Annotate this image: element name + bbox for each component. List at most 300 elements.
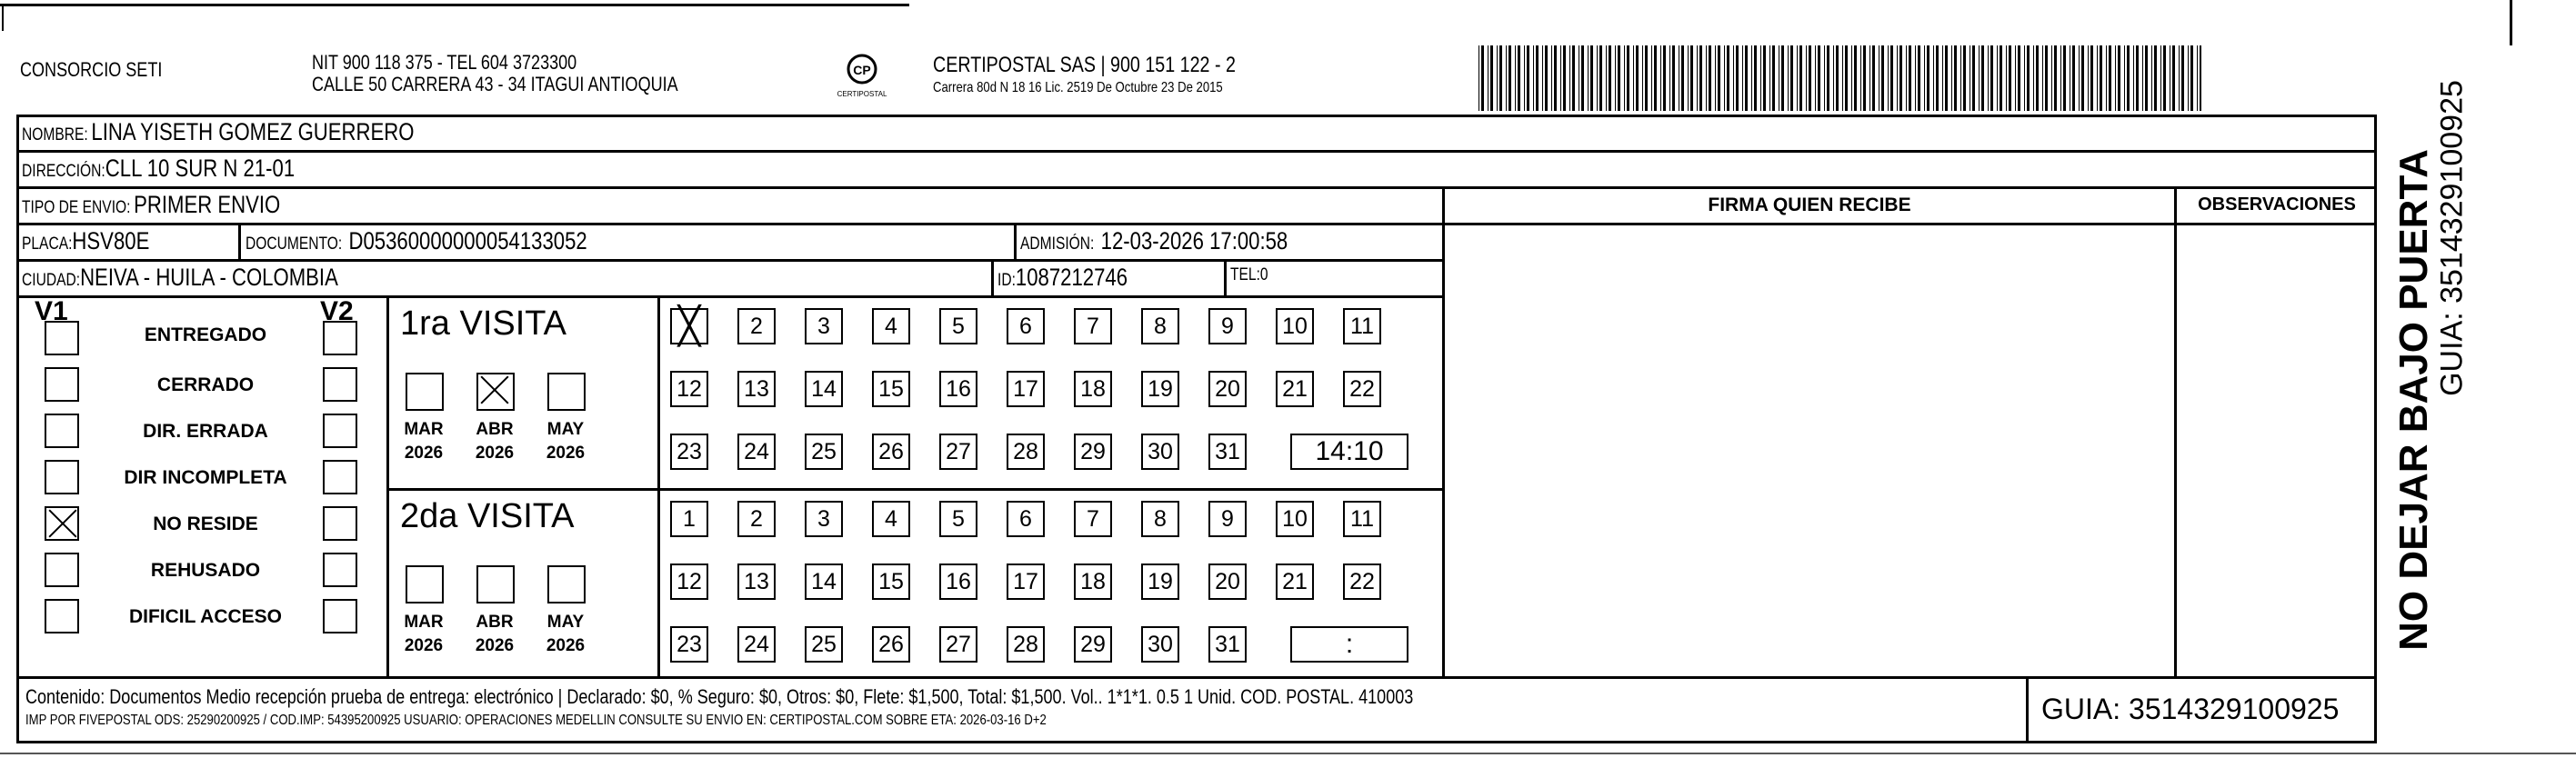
day-box[interactable]: 31	[1208, 626, 1247, 663]
barcode-bar	[1906, 45, 1907, 111]
day-box[interactable]: 30	[1141, 434, 1179, 470]
day-box[interactable]: 9	[1208, 501, 1247, 537]
barcode-bar	[2063, 45, 2066, 111]
barcode-bar	[1727, 45, 1729, 111]
barcode-bar	[2200, 45, 2201, 111]
print-info-line	[25, 713, 1270, 729]
barcode-bar	[1936, 45, 1939, 111]
tipo-field	[22, 191, 337, 219]
day-box[interactable]: 3	[805, 501, 843, 537]
status-option-label: CERRADO	[156, 374, 255, 395]
barcode-bar	[2151, 45, 2152, 111]
day-box[interactable]: 2	[737, 501, 776, 537]
day-box[interactable]: 4	[872, 501, 910, 537]
barcode-bar	[2179, 45, 2180, 111]
barcode-bar	[1997, 45, 1998, 111]
barcode-bar	[2024, 45, 2025, 111]
barcode-bar	[1699, 45, 1702, 111]
barcode-bar	[1842, 45, 1843, 111]
barcode-bar	[1497, 45, 1498, 111]
barcode-bar	[1927, 45, 1929, 111]
day-box[interactable]: 25	[805, 626, 843, 663]
nombre-value: LINA YISETH GOMEZ GUERRERO	[91, 118, 415, 145]
day-box[interactable]: 21	[1276, 371, 1314, 407]
barcode-bar	[2136, 45, 2139, 111]
print-info-text: IMP POR FIVEPOSTAL ODS: 25290200925 / COD.IMP: 54395200925 USUARIO: OPERACIONES MEDELLIN CONSULTE SU ENVIO EN: CERTIPOSTAL.COM SOBRE ETA: 2026-03-16 D+2	[25, 713, 1047, 728]
divider	[1014, 223, 1017, 259]
ciudad-value: NEIVA - HUILA - COLOMBIA	[80, 264, 338, 291]
barcode-bar	[1799, 45, 1802, 111]
scan-edge-left	[2, 4, 4, 31]
barcode-bar	[1724, 45, 1725, 111]
barcode-bar	[1709, 45, 1711, 111]
barcode-bar	[1888, 45, 1889, 111]
divider	[1224, 259, 1227, 295]
status-option-label: DIFICIL ACCESO	[128, 606, 282, 627]
day-box[interactable]: 16	[939, 371, 977, 407]
no-dejar-warning: NO DEJAR BAJO PUERTA	[2391, 149, 2436, 651]
barcode-bar	[1824, 45, 1825, 111]
barcode-bar	[1636, 45, 1639, 111]
barcode-bar	[1536, 45, 1539, 111]
barcode-bar	[2172, 45, 2175, 111]
v2-checkbox[interactable]	[323, 321, 357, 355]
barcode-bar	[1963, 45, 1966, 111]
barcode-bar	[1790, 45, 1793, 111]
barcode-bar	[1772, 45, 1775, 111]
barcode-bar	[1681, 45, 1684, 111]
divider	[2026, 676, 2029, 743]
barcode-bar	[2118, 45, 2120, 111]
id-field	[997, 264, 1156, 292]
day-box[interactable]: 29	[1074, 626, 1112, 663]
v1-checkbox[interactable]	[45, 321, 79, 355]
barcode-bar	[1663, 45, 1666, 111]
v2-checkbox[interactable]	[323, 599, 357, 633]
barcode-bar	[1515, 45, 1516, 111]
day-box[interactable]: 30	[1141, 626, 1179, 663]
day-box[interactable]: 8	[1141, 501, 1179, 537]
barcode-bar	[1542, 45, 1543, 111]
v2-checkbox[interactable]	[323, 553, 357, 587]
barcode-bar	[1615, 45, 1616, 111]
contents-text: Contenido: Documentos Medio recepción prueba de entrega: electrónico | Declarado: $0, % Seguro: $0, Otros: $0, Flete: $1,500, Total: $1,500. Vol.. 1*1*1. 0.5 1 Unid. COD. POSTAL. 410003	[25, 685, 1414, 708]
barcode-bar	[1951, 45, 1952, 111]
barcode-bar	[2190, 45, 2193, 111]
svg-text:CERTIPOSTAL: CERTIPOSTAL	[837, 90, 887, 98]
barcode-bar	[1697, 45, 1698, 111]
admision-field	[1020, 227, 1347, 255]
admision-label: ADMISIÓN:	[1020, 234, 1095, 254]
divider	[386, 488, 1444, 491]
v2-checkbox[interactable]	[323, 414, 357, 448]
day-box[interactable]: 13	[737, 371, 776, 407]
day-box[interactable]: 12	[670, 371, 708, 407]
day-box[interactable]: 27	[939, 434, 977, 470]
nombre-field	[22, 118, 500, 146]
day-box[interactable]: 6	[1007, 501, 1045, 537]
day-box[interactable]: 15	[872, 371, 910, 407]
status-option-label: DIR INCOMPLETA	[124, 467, 287, 488]
day-box[interactable]: 22	[1343, 371, 1381, 407]
barcode-bar	[1933, 45, 1934, 111]
direccion-label: DIRECCIÓN:	[22, 162, 105, 181]
day-box[interactable]: 12	[670, 564, 708, 600]
svg-text:CP: CP	[853, 63, 871, 77]
barcode-bar	[1881, 45, 1884, 111]
divider	[16, 186, 2377, 189]
barcode-bar	[1942, 45, 1943, 111]
v1-checkbox[interactable]	[45, 414, 79, 448]
barcode-bar	[1815, 45, 1816, 111]
barcode-bar	[1554, 45, 1557, 111]
month-label: MAR	[404, 613, 444, 632]
divider	[386, 295, 389, 677]
day-box[interactable]: 20	[1208, 564, 1247, 600]
divider	[16, 150, 2377, 153]
barcode-bar	[1733, 45, 1734, 111]
barcode-bar	[1533, 45, 1534, 111]
nit-text: NIT 900 118 375 - TEL 604 3723300	[312, 51, 577, 74]
barcode-bar	[1642, 45, 1643, 111]
barcode-bar	[1478, 45, 1479, 111]
month-label: ABR	[476, 420, 514, 439]
certipostal-logo	[835, 51, 889, 105]
barcode-bar	[2163, 45, 2166, 111]
barcode-bar	[2133, 45, 2134, 111]
divider	[16, 259, 1444, 262]
admision-value: 12-03-2026 17:00:58	[1100, 227, 1288, 254]
barcode-bar	[1742, 45, 1743, 111]
status-option-label: REHUSADO	[150, 560, 261, 581]
placa-field	[22, 227, 177, 255]
side-guia: GUIA: 3514329100925	[2434, 80, 2470, 396]
barcode-bar	[1509, 45, 1511, 111]
divider	[16, 295, 1444, 298]
barcode-bar	[1545, 45, 1548, 111]
barcode-bar	[1651, 45, 1652, 111]
barcode-bar	[2100, 45, 2102, 111]
barcode-bar	[1499, 45, 1502, 111]
barcode-bar	[1769, 45, 1770, 111]
day-box[interactable]: 15	[872, 564, 910, 600]
barcode-bar	[1718, 45, 1720, 111]
day-box[interactable]: 21	[1276, 564, 1314, 600]
barcode-bar	[2079, 45, 2080, 111]
observations-area[interactable]	[2178, 225, 2374, 675]
month-checkbox[interactable]	[406, 373, 444, 411]
barcode-bar	[1918, 45, 1920, 111]
barcode-bar	[2015, 45, 2016, 111]
carrier-text: CERTIPOSTAL SAS | 900 151 122 - 2	[933, 53, 1236, 77]
visit-title: 1ra VISITA	[400, 304, 567, 343]
divider	[1442, 186, 1445, 677]
barcode-bar	[1836, 45, 1839, 111]
barcode-bar	[1945, 45, 1948, 111]
day-box[interactable]: 28	[1007, 434, 1045, 470]
day-box[interactable]: 18	[1074, 564, 1112, 600]
ciudad-label: CIUDAD:	[22, 271, 81, 290]
barcode-bar	[1872, 45, 1875, 111]
day-box[interactable]: 20	[1208, 371, 1247, 407]
address-text: CALLE 50 CARRERA 43 - 34 ITAGUI ANTIOQUIA	[312, 73, 678, 95]
barcode-bar	[2124, 45, 2125, 111]
barcode-bar	[2000, 45, 2002, 111]
barcode-bar	[1660, 45, 1661, 111]
barcode-bar	[1988, 45, 1989, 111]
barcode-bar	[1851, 45, 1852, 111]
v1-checkbox[interactable]	[45, 599, 79, 633]
company-name-text: CONSORCIO SETI	[20, 58, 163, 81]
barcode-bar	[1899, 45, 1902, 111]
barcode-bar	[1715, 45, 1716, 111]
status-option-label: NO RESIDE	[153, 514, 258, 534]
day-box[interactable]: 17	[1007, 564, 1045, 600]
v1-checkbox[interactable]	[45, 367, 79, 402]
barcode-bar	[1490, 45, 1493, 111]
day-box[interactable]: 19	[1141, 371, 1179, 407]
day-box[interactable]: 11	[1343, 308, 1381, 344]
barcode-bar	[2090, 45, 2093, 111]
barcode-bar	[2036, 45, 2039, 111]
barcode-bar	[1588, 45, 1589, 111]
barcode-bar	[1569, 45, 1570, 111]
barcode-bar	[1599, 45, 1602, 111]
day-box[interactable]: 24	[737, 626, 776, 663]
day-box[interactable]: 14	[805, 564, 843, 600]
barcode-bar	[1954, 45, 1957, 111]
day-box[interactable]: 14	[805, 371, 843, 407]
license-line	[933, 80, 1287, 96]
barcode-bar	[1869, 45, 1870, 111]
barcode-bar	[2088, 45, 2089, 111]
day-box[interactable]: 19	[1141, 564, 1179, 600]
month-year: 2026	[546, 444, 586, 463]
barcode-bar	[2018, 45, 2020, 111]
day-box[interactable]: 31	[1208, 434, 1247, 470]
barcode-bar	[1909, 45, 1911, 111]
barcode-bar	[1960, 45, 1961, 111]
day-box[interactable]: 26	[872, 626, 910, 663]
barcode-bar	[1845, 45, 1848, 111]
v2-checkbox[interactable]	[323, 367, 357, 402]
barcode-bar	[2127, 45, 2130, 111]
day-box[interactable]: 10	[1276, 501, 1314, 537]
day-box[interactable]: 27	[939, 626, 977, 663]
barcode-bar	[1890, 45, 1893, 111]
barcode-bar	[1590, 45, 1593, 111]
month-label: ABR	[476, 613, 514, 632]
month-label: MAY	[546, 420, 585, 439]
day-box[interactable]: 1	[670, 501, 708, 537]
barcode-bar	[1506, 45, 1507, 111]
barcode-bar	[1669, 45, 1670, 111]
time-box[interactable]: :	[1290, 626, 1408, 663]
barcode-bar	[1624, 45, 1625, 111]
day-box[interactable]: 11	[1343, 501, 1381, 537]
barcode-bar	[1972, 45, 1975, 111]
v2-checkbox[interactable]	[323, 460, 357, 494]
barcode-bar	[2154, 45, 2157, 111]
barcode-bar	[1527, 45, 1529, 111]
day-box[interactable]: 6	[1007, 308, 1045, 344]
barcode-bar	[2042, 45, 2043, 111]
barcode-bar	[2009, 45, 2011, 111]
month-label: MAR	[404, 420, 444, 439]
id-value: 1087212746	[1015, 264, 1128, 291]
contents-line	[25, 685, 1718, 709]
day-box[interactable]: 8	[1141, 308, 1179, 344]
barcode-bar	[2051, 45, 2052, 111]
day-box[interactable]: 26	[872, 434, 910, 470]
barcode-bar	[1518, 45, 1520, 111]
month-checkbox[interactable]	[476, 373, 515, 411]
barcode-bar	[2181, 45, 2184, 111]
day-box[interactable]: 13	[737, 564, 776, 600]
barcode-bar	[1860, 45, 1861, 111]
barcode-bar	[1633, 45, 1634, 111]
documento-value: D05360000000054133052	[348, 227, 587, 254]
barcode-bar	[2115, 45, 2116, 111]
barcode-bar	[1563, 45, 1566, 111]
day-box[interactable]: 23	[670, 434, 708, 470]
time-box[interactable]: 14:10	[1290, 434, 1408, 470]
barcode-bar	[1806, 45, 1807, 111]
tel-field	[1230, 265, 1277, 285]
status-option-label: ENTREGADO	[144, 324, 267, 345]
month-checkbox[interactable]	[406, 565, 444, 603]
month-checkbox[interactable]	[547, 373, 586, 411]
v1-checkbox[interactable]	[45, 506, 79, 541]
day-box[interactable]: 4	[872, 308, 910, 344]
barcode-bar	[2145, 45, 2148, 111]
day-box[interactable]: 24	[737, 434, 776, 470]
barcode-bar	[2188, 45, 2189, 111]
barcode-bar	[2109, 45, 2111, 111]
divider	[2174, 186, 2177, 677]
ciudad-field	[22, 264, 407, 292]
day-box[interactable]: 7	[1074, 501, 1112, 537]
barcode-bar	[1788, 45, 1789, 111]
day-box[interactable]: 16	[939, 564, 977, 600]
barcode-bar	[1572, 45, 1575, 111]
day-box[interactable]: 23	[670, 626, 708, 663]
month-year: 2026	[546, 636, 586, 655]
day-box[interactable]: 17	[1007, 371, 1045, 407]
month-label: MAY	[546, 613, 585, 632]
divider	[16, 676, 2377, 679]
day-box[interactable]: 10	[1276, 308, 1314, 344]
barcode-bar	[1609, 45, 1611, 111]
barcode-bar	[1979, 45, 1980, 111]
barcode-bar	[1706, 45, 1707, 111]
check-x-icon: ╳	[677, 306, 701, 346]
documento-field	[246, 227, 662, 255]
v2-checkbox[interactable]	[323, 506, 357, 541]
barcode-bar	[1581, 45, 1584, 111]
day-box[interactable]: 28	[1007, 626, 1045, 663]
placa-value: HSV80E	[72, 227, 150, 254]
barcode	[1478, 45, 2201, 111]
barcode-bar	[1809, 45, 1811, 111]
day-box[interactable]: 7	[1074, 308, 1112, 344]
day-box[interactable]	[670, 308, 708, 344]
month-year: 2026	[475, 636, 515, 655]
id-label: ID:	[997, 271, 1016, 290]
month-checkbox[interactable]	[547, 565, 586, 603]
direccion-value: CLL 10 SUR N 21-01	[105, 155, 296, 182]
signature-area[interactable]	[1446, 225, 2173, 675]
barcode-bar	[1760, 45, 1761, 111]
barcode-bar	[2160, 45, 2161, 111]
barcode-bar	[1990, 45, 1993, 111]
barcode-bar	[2033, 45, 2034, 111]
license-text: Carrera 80d N 18 16 Lic. 2519 De Octubre 23 De 2015	[933, 80, 1223, 95]
barcode-bar	[1754, 45, 1757, 111]
scan-edge-top	[0, 4, 909, 6]
barcode-bar	[1818, 45, 1820, 111]
barcode-bar	[1751, 45, 1752, 111]
barcode-bar	[1606, 45, 1607, 111]
barcode-bar	[2054, 45, 2057, 111]
barcode-bar	[1690, 45, 1693, 111]
v2-header: V2	[320, 296, 354, 326]
day-box[interactable]: 18	[1074, 371, 1112, 407]
v1-checkbox[interactable]	[45, 460, 79, 494]
barcode-bar	[1551, 45, 1552, 111]
day-box[interactable]: 22	[1343, 564, 1381, 600]
v1-header: V1	[35, 296, 68, 326]
firma-header: FIRMA QUIEN RECIBE	[1708, 194, 1911, 215]
barcode-bar	[2045, 45, 2048, 111]
day-box[interactable]: 5	[939, 308, 977, 344]
barcode-bar	[1560, 45, 1561, 111]
month-year: 2026	[475, 444, 515, 463]
observaciones-header: OBSERVACIONES	[2198, 194, 2356, 214]
status-option-label: DIR. ERRADA	[143, 421, 268, 442]
barcode-bar	[2142, 45, 2143, 111]
barcode-bar	[1915, 45, 1916, 111]
month-checkbox[interactable]	[476, 565, 515, 603]
divider	[657, 295, 660, 677]
barcode-bar	[1924, 45, 1925, 111]
barcode-bar	[2060, 45, 2061, 111]
barcode-bar	[1745, 45, 1748, 111]
barcode-bar	[2027, 45, 2030, 111]
month-year: 2026	[404, 636, 444, 655]
guia-number: GUIA: 3514329100925	[2041, 693, 2340, 725]
tipo-label: TIPO DE ENVIO:	[22, 198, 131, 217]
barcode-bar	[1897, 45, 1898, 111]
direccion-field	[22, 155, 355, 183]
day-box[interactable]: 3	[805, 308, 843, 344]
day-box[interactable]: 2	[737, 308, 776, 344]
barcode-bar	[2106, 45, 2107, 111]
nit-line	[312, 51, 635, 75]
tel-value: 0	[1259, 265, 1268, 284]
barcode-bar	[1981, 45, 1984, 111]
barcode-bar	[1736, 45, 1739, 111]
barcode-bar	[1645, 45, 1648, 111]
scan-edge-bottom	[0, 753, 2576, 754]
v1-checkbox[interactable]	[45, 553, 79, 587]
day-box[interactable]: 25	[805, 434, 843, 470]
day-box[interactable]: 29	[1074, 434, 1112, 470]
barcode-bar	[1627, 45, 1629, 111]
day-box[interactable]: 9	[1208, 308, 1247, 344]
documento-label: DOCUMENTO:	[246, 234, 343, 254]
day-box[interactable]: 5	[939, 501, 977, 537]
